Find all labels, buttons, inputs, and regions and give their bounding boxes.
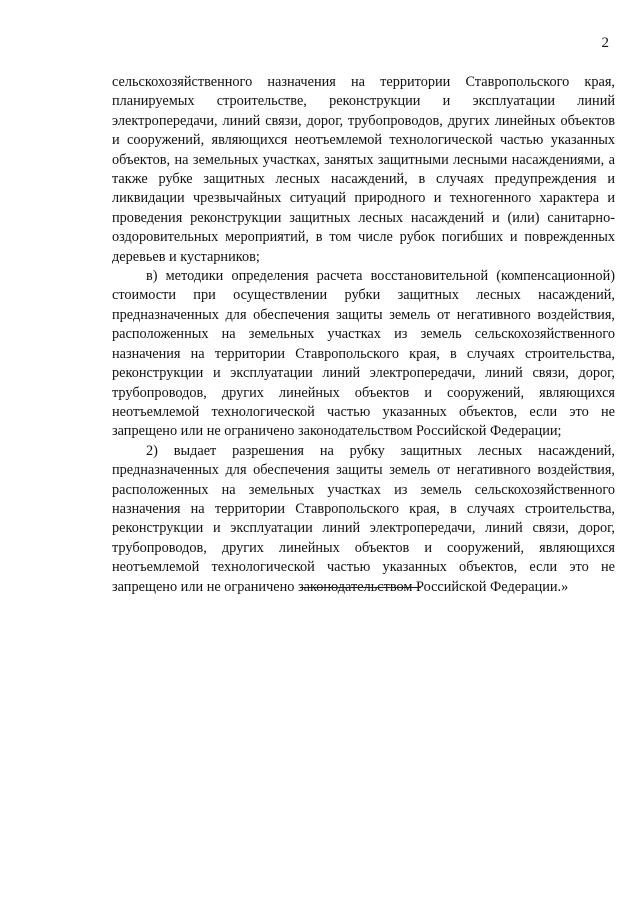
page-number: 2: [601, 35, 609, 51]
document-body: [112, 73, 615, 597]
paragraph-item-v: в) методики определения расчета восстановительной (компенсационной) стоимости при осуществлении рубки защитных лесных насаждений, предназначенных для обеспечения защиты земель от негативного воздействия, расположенных на земельных участках из земель сельскохозяйственного назначения на территории Ставропольского края, в случаях строительства, реконструкции и эксплуатации линий электропередачи, линий связи, дорог, трубопроводов, других линейных объектов и сооружений, являющихся неотъемлемой технологической частью указанных объектов, если это не запрещено или не ограничено законодательством Российской Федерации;: [112, 268, 615, 440]
paragraph-continuation: сельскохозяйственного назначения на территории Ставропольского края, планируемых строительстве, реконструкции и эксплуатации линий электропередачи, линий связи, дорог, трубопроводов, других линейных объектов и сооружений, являющихся неотъемлемой технологической частью указанных объектов, на земельных участках, занятых защитными лесными насаждениями, а также рубке защитных лесных насаждений, в случаях предупреждения и ликвидации чрезвычайных ситуаций природного и техногенного характера и проведения реконструкции защитных лесных насаждений и (или) санитарно-оздоровительных мероприятий, в том числе рубок погибших и поврежденных деревьев и кустарников;: [112, 74, 615, 265]
closing-divider: [300, 587, 421, 588]
paragraph-item-2: 2) выдает разрешения на рубку защитных лесных насаждений, предназначенных для обеспечения защиты земель от негативного воздействия, расположенных на земельных участках из земель сельскохозяйственного назначения на территории Ставропольского края, в случаях строительства, реконструкции и эксплуатации линий электропередачи, линий связи, дорог, трубопроводов, других линейных объектов и сооружений, являющихся неотъемлемой технологической частью указанных объектов, если это не запрещено или не ограничено законодательством Российской Федерации.»: [112, 442, 615, 595]
